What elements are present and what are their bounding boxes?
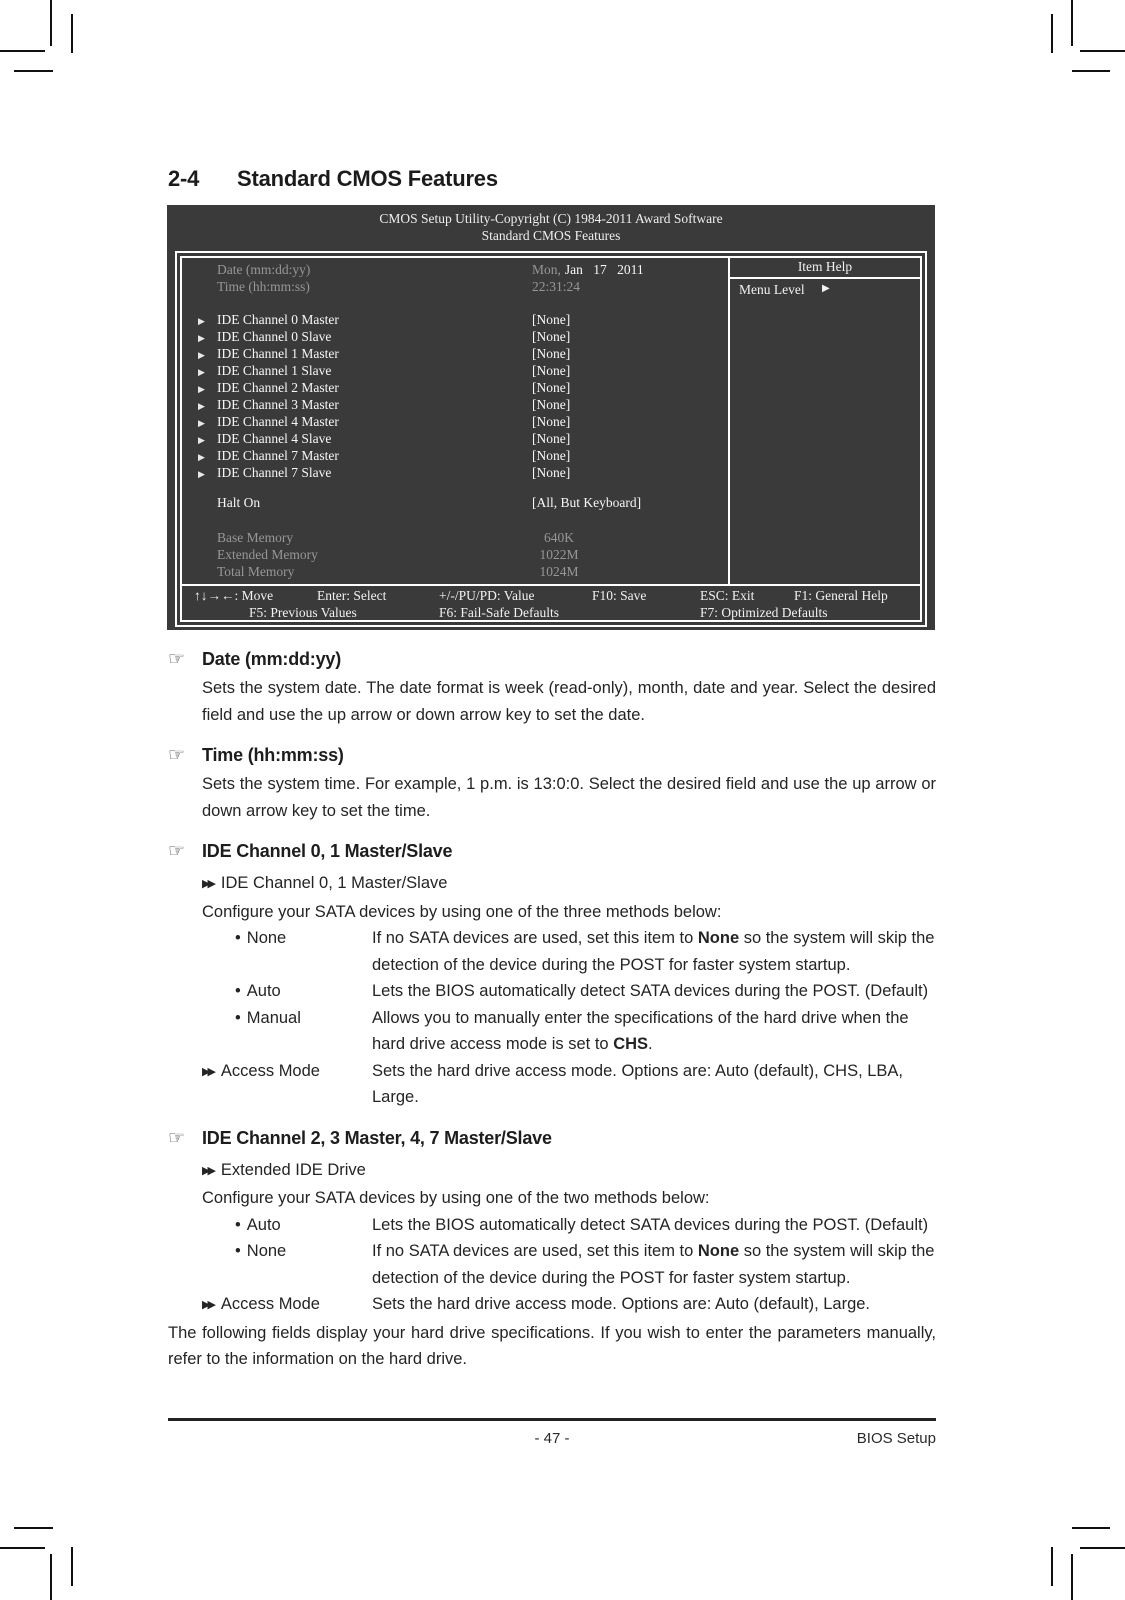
desc-text: Lets the BIOS automatically detect SATA devices during the POST. (Default)	[372, 1215, 929, 1234]
ide-label: IDE Channel 3 Master	[217, 397, 339, 412]
menu-level-arrow-icon: ▶	[822, 283, 830, 294]
option-term	[235, 1212, 372, 1239]
crop-mark	[1072, 70, 1110, 72]
option-description	[372, 1238, 936, 1291]
access-mode-description: Sets the hard drive access mode. Options are: Auto (default), CHS, LBA, Large.	[372, 1061, 904, 1106]
bullet-icon: •	[235, 1008, 241, 1027]
memory-label: Total Memory	[217, 564, 295, 579]
option-term	[235, 978, 372, 1005]
menu-level-label: Menu Level	[739, 282, 805, 297]
submenu-triangle-icon: ▶	[198, 333, 205, 343]
body-sections	[168, 640, 936, 1373]
access-mode-term	[202, 1058, 372, 1111]
bios-row-total-memory	[182, 564, 920, 580]
bios-row-ide-1	[182, 329, 920, 345]
ide-value: [None]	[532, 380, 571, 395]
date-value	[532, 262, 644, 278]
option-row-manual	[235, 1005, 936, 1058]
crop-mark	[14, 1527, 53, 1529]
bullet-icon: •	[235, 1242, 241, 1260]
paragraph: Configure your SATA devices by using one of the three methods below:	[202, 902, 722, 921]
access-mode-label: Access Mode	[220, 1295, 320, 1313]
option-description	[372, 1005, 936, 1058]
access-mode-term	[202, 1291, 372, 1320]
ide-label: IDE Channel 0 Master	[217, 312, 339, 327]
ide-label: IDE Channel 1 Master	[217, 346, 339, 361]
crop-mark	[0, 1547, 45, 1549]
option-row-none	[235, 1238, 936, 1291]
option-term-text: Manual	[246, 1008, 301, 1027]
crop-mark	[1080, 50, 1125, 52]
subitem-text: IDE Channel 0, 1 Master/Slave	[220, 874, 448, 892]
access-mode-description: Sets the hard drive access mode. Options are: Auto (default), Large.	[372, 1295, 871, 1313]
crop-mark	[1051, 14, 1053, 53]
bios-row-halt-on	[182, 495, 920, 511]
submenu-triangle-icon: ▶	[198, 316, 205, 326]
section-heading-date	[168, 646, 936, 673]
memory-value: 1024M	[539, 564, 579, 579]
memory-value: 640K	[544, 530, 574, 545]
desc-text: Allows you to manually enter the specifications of the hard drive when the hard drive access mode is set to	[372, 1008, 909, 1053]
memory-label: Extended Memory	[217, 547, 318, 562]
ide-value: [None]	[532, 431, 571, 446]
submenu-triangle-icon: ▶	[198, 435, 205, 445]
option-description	[372, 1212, 936, 1239]
date-weekday: Mon,	[532, 262, 561, 277]
key-help-failsafe: F6: Fail-Safe Defaults	[439, 605, 559, 620]
option-term	[235, 1238, 372, 1291]
date-value-text: Jan 17 2011	[564, 262, 644, 277]
submenu-triangle-icon: ▶	[198, 350, 205, 360]
bios-row-ide-7	[182, 431, 920, 447]
desc-bold: CHS	[613, 1035, 649, 1053]
ide-label: IDE Channel 7 Slave	[217, 465, 332, 480]
heading-text: Time (hh:mm:ss)	[202, 745, 344, 765]
page-title	[168, 166, 936, 192]
heading-text: Date (mm:dd:yy)	[202, 649, 342, 669]
help-bar-separator	[182, 584, 920, 586]
desc-bold: None	[697, 1242, 740, 1260]
bios-row-base-memory	[182, 530, 920, 546]
access-mode-row	[202, 1291, 936, 1320]
key-help-exit: ESC: Exit	[700, 588, 755, 603]
crop-mark	[1071, 0, 1073, 46]
footer-doc-label: BIOS Setup	[856, 1430, 936, 1447]
option-row-none	[235, 925, 936, 978]
crop-mark	[1072, 1527, 1110, 1529]
time-value: 22:31:24	[532, 279, 581, 294]
ide-label: IDE Channel 0 Slave	[217, 329, 332, 344]
submenu-triangle-icon: ▶	[198, 384, 205, 394]
desc-text: If no SATA devices are used, set this item to	[372, 929, 698, 947]
section-title: Standard CMOS Features	[237, 166, 498, 191]
option-row-auto	[235, 978, 936, 1005]
crop-mark	[0, 50, 45, 52]
bios-row-ide-8	[182, 448, 920, 464]
bios-copyright-line: CMOS Setup Utility-Copyright (C) 1984-2011 Award Software	[379, 211, 723, 226]
key-help-optimized: F7: Optimized Defaults	[700, 605, 828, 620]
page-number: - 47 -	[534, 1430, 570, 1447]
submenu-triangle-icon: ▶	[198, 469, 205, 479]
pointing-hand-icon: ☞	[168, 1127, 186, 1149]
option-description	[372, 925, 936, 978]
crop-mark	[50, 0, 52, 46]
subitem-text: Extended IDE Drive	[220, 1160, 366, 1179]
bios-header	[167, 210, 935, 244]
memory-value: 1022M	[539, 547, 579, 562]
pointing-hand-icon: ☞	[168, 745, 186, 766]
ide-value: [None]	[532, 448, 571, 463]
ide-label: IDE Channel 4 Slave	[217, 431, 332, 446]
double-arrow-icon: ▶▶	[202, 1299, 213, 1311]
bios-row-ide-0	[182, 312, 920, 328]
section-heading-time	[168, 742, 936, 769]
option-term-text: None	[246, 929, 287, 947]
key-help-value: +/-/PU/PD: Value	[439, 588, 535, 603]
footer-rule	[168, 1418, 936, 1421]
option-term	[235, 925, 372, 978]
desc-text: .	[648, 1035, 653, 1053]
option-term-text: Auto	[246, 1215, 281, 1234]
bios-row-ide-2	[182, 346, 920, 362]
bios-panel	[180, 256, 922, 622]
submenu-triangle-icon: ▶	[198, 418, 205, 428]
bios-row-ide-5	[182, 397, 920, 413]
crop-mark	[71, 1547, 73, 1586]
double-arrow-icon: ▶▶	[202, 1164, 213, 1177]
pointing-hand-icon: ☞	[168, 649, 186, 670]
option-row-auto	[235, 1212, 936, 1239]
double-arrow-icon: ▶▶	[202, 878, 213, 890]
key-help-general: F1: General Help	[794, 588, 888, 603]
key-help-save: F10: Save	[592, 588, 647, 603]
ide-label: IDE Channel 1 Slave	[217, 363, 332, 378]
submenu-triangle-icon: ▶	[198, 452, 205, 462]
crop-mark	[1080, 1547, 1125, 1549]
ide-value: [None]	[532, 465, 571, 480]
bios-row-extended-memory	[182, 547, 920, 563]
bullet-icon: •	[235, 929, 241, 947]
desc-text: so the system will skip the detection of the device during the POST for faster system startup.	[372, 929, 935, 974]
crop-mark	[1051, 1547, 1053, 1586]
heading-text: IDE Channel 0, 1 Master/Slave	[202, 841, 453, 861]
paragraph: Sets the system date. The date format is week (read-only), month, date and year. Select the desired field and use the up arrow or down arrow key to set the date.	[202, 679, 936, 724]
desc-text: Lets the BIOS automatically detect SATA devices during the POST. (Default)	[372, 982, 929, 1000]
ide-value: [None]	[532, 346, 571, 361]
paragraph: Configure your SATA devices by using one of the two methods below:	[202, 1189, 710, 1207]
option-term-text: Auto	[246, 982, 281, 1000]
halt-on-label: Halt On	[217, 495, 261, 510]
key-help-select: Enter: Select	[317, 588, 387, 603]
pointing-hand-icon: ☞	[168, 841, 186, 862]
ide-label: IDE Channel 4 Master	[217, 414, 339, 429]
bullet-icon: •	[235, 982, 241, 1000]
ide-value: [None]	[532, 312, 571, 327]
menu-level-row	[730, 279, 920, 298]
ide-value: [None]	[532, 397, 571, 412]
double-arrow-icon: ▶▶	[202, 1065, 213, 1078]
bios-screenshot	[167, 205, 935, 630]
ide-label: IDE Channel 2 Master	[217, 380, 339, 395]
option-description	[372, 978, 936, 1005]
option-term-text: None	[246, 1242, 287, 1260]
key-help-move: ↑↓→←: Move	[194, 588, 274, 603]
subitem-ide01	[202, 870, 936, 899]
paragraph: Sets the system time. For example, 1 p.m. is 13:0:0. Select the desired field and use the up arrow or down arrow key to set the time.	[202, 775, 936, 820]
bios-row-ide-6	[182, 414, 920, 430]
bios-screen-title: Standard CMOS Features	[481, 228, 621, 243]
bios-panel-border	[175, 251, 927, 627]
item-help-title: Item Help	[730, 258, 920, 279]
closing-paragraph: The following fields display your hard drive specifications. If you wish to enter the parameters manually, refer to the information on the hard drive.	[168, 1323, 936, 1368]
time-label: Time (hh:mm:ss)	[217, 279, 310, 294]
halt-on-value: [All, But Keyboard]	[532, 495, 642, 510]
submenu-triangle-icon: ▶	[198, 367, 205, 377]
ide-value: [None]	[532, 329, 571, 344]
access-mode-row	[202, 1058, 936, 1111]
key-help-previous: F5: Previous Values	[249, 605, 357, 620]
section-heading-ide2347	[168, 1125, 936, 1152]
subitem-extended-ide	[202, 1157, 936, 1186]
desc-text: If no SATA devices are used, set this item to	[372, 1242, 698, 1260]
bullet-icon: •	[235, 1215, 241, 1234]
item-help-panel	[730, 258, 920, 298]
bios-row-ide-4	[182, 380, 920, 396]
desc-text: so the system will skip the detection of the device during the POST for faster system startup.	[372, 1242, 935, 1287]
crop-mark	[50, 1554, 52, 1600]
section-number: 2-4	[168, 166, 200, 191]
date-label: Date (mm:dd:yy)	[217, 262, 311, 277]
heading-text: IDE Channel 2, 3 Master, 4, 7 Master/Slave	[202, 1127, 552, 1148]
access-mode-label: Access Mode	[220, 1061, 320, 1080]
bios-row-ide-9	[182, 465, 920, 481]
desc-bold: None	[697, 929, 740, 947]
bios-row-ide-3	[182, 363, 920, 379]
section-heading-ide01	[168, 838, 936, 865]
crop-mark	[1071, 1554, 1073, 1600]
crop-mark	[14, 70, 53, 72]
ide-value: [None]	[532, 363, 571, 378]
memory-label: Base Memory	[217, 530, 294, 545]
option-term	[235, 1005, 372, 1058]
crop-mark	[71, 14, 73, 53]
item-help-divider	[728, 258, 730, 584]
ide-value: [None]	[532, 414, 571, 429]
ide-label: IDE Channel 7 Master	[217, 448, 339, 463]
submenu-triangle-icon: ▶	[198, 401, 205, 411]
